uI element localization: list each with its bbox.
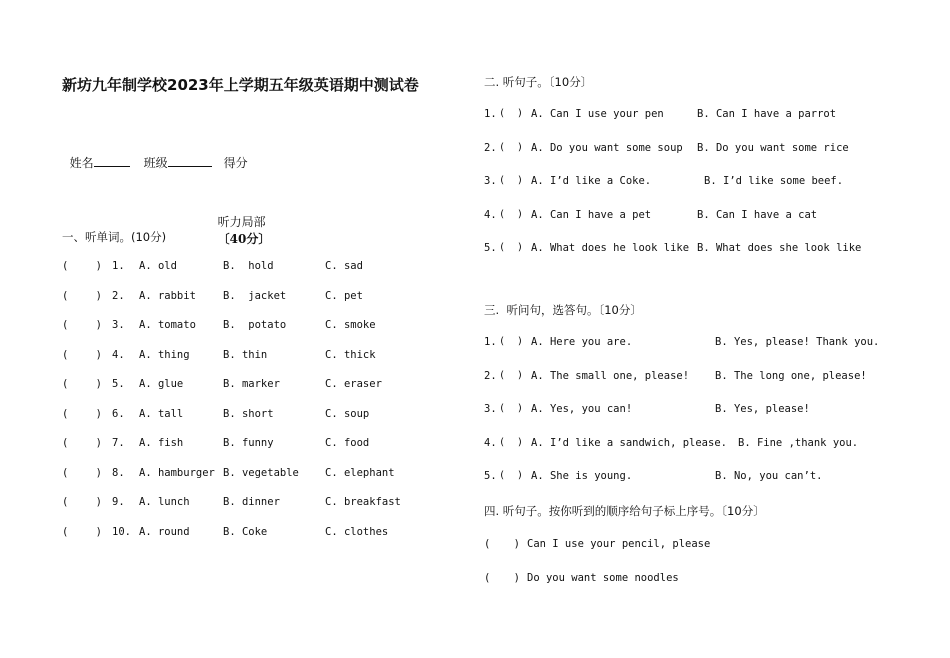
option-c: C. thick [325,348,376,361]
order-bracket[interactable]: ( ) [484,571,520,584]
answer-bracket[interactable]: ( ) [62,407,102,420]
answer-bracket[interactable]: ( ) [499,369,523,381]
option-b: B. marker [223,378,280,390]
item-number: 5. [112,378,125,390]
answer-bracket[interactable]: ( ) [499,175,523,186]
answer-bracket[interactable]: ( ) [499,141,523,153]
name-field [62,140,130,171]
item-number: 3. [484,403,497,415]
answer-bracket[interactable]: ( ) [499,242,523,253]
option-c: C. soup [325,407,370,420]
answer-bracket[interactable]: ( ) [62,525,102,538]
section2-heading: 二. 听句子。〔10分〕 [484,75,593,89]
option-a: A. She is young. [531,470,633,482]
option-c: C. smoke [325,319,376,331]
answer-bracket[interactable]: ( ) [62,289,102,302]
answer-bracket[interactable]: ( ) [62,496,102,508]
option-a: A. tomato [139,319,196,331]
option-a: A. tall [139,407,184,420]
order-bracket[interactable]: ( ) [484,538,520,550]
option-b: B. Yes, please! Thank you. [715,336,880,348]
class-label: 班级 [143,156,168,170]
option-a: A. Yes, you can! [531,403,633,415]
answer-bracket[interactable]: ( ) [499,208,523,220]
item-number: 1. [484,108,497,120]
answer-bracket[interactable]: ( ) [62,378,102,390]
class-field [136,140,212,171]
section3-heading: 三. 听问句，选答句。〔10分〕 [484,303,642,317]
option-a: A. old [139,260,177,272]
answer-bracket[interactable]: ( ) [499,403,523,414]
option-b: B. jacket [223,289,287,302]
answer-bracket[interactable]: ( ) [499,470,523,481]
option-b: B. Can I have a parrot [697,108,837,120]
option-b: B. vegetable [223,466,299,479]
page-title: 新坊九年制学校2023年上学期五年级英语期中测试卷 [62,76,419,94]
answer-bracket[interactable]: ( ) [62,319,102,331]
option-b: B. I’d like some beef. [704,175,844,187]
option-b: B. funny [223,437,274,449]
option-c: C. food [325,437,370,449]
sentence: Can I use your pencil, please [527,538,711,550]
item-number: 3. [112,319,125,331]
answer-bracket[interactable]: ( ) [62,260,102,272]
item-number: 4. [112,348,125,361]
score-label: 得分 [223,156,248,170]
answer-bracket[interactable]: ( ) [499,436,523,448]
option-b: B. Do you want some rice [697,141,849,154]
item-number: 4. [484,208,497,221]
listening-points: 〔40分〕 [217,232,271,246]
answer-bracket[interactable]: ( ) [62,348,102,361]
item-number: 2. [484,369,497,382]
option-c: C. elephant [325,466,395,479]
option-c: C. clothes [325,525,389,538]
option-b: B. What does she look like [697,242,862,254]
option-a: A. lunch [139,496,190,508]
item-number: 4. [484,436,497,449]
item-number: 1. [484,336,497,348]
class-blank[interactable] [168,155,212,167]
item-number: 5. [484,470,497,482]
option-a: A. Can I use your pen [531,108,664,120]
listening-header [210,199,270,247]
option-a: A. rabbit [139,289,196,302]
option-a: A. What does he look like [531,242,690,254]
option-b: B. No, you can’t. [715,470,823,482]
option-c: C. breakfast [325,496,401,508]
option-b: B. dinner [223,496,280,508]
item-number: 6. [112,407,125,420]
answer-bracket[interactable]: ( ) [62,437,102,449]
option-a: A. Do you want some soup [531,141,683,154]
option-b: B. short [223,407,274,420]
answer-bracket[interactable]: ( ) [499,108,523,119]
item-number: 9. [112,496,125,508]
item-number: 5. [484,242,497,254]
section4-heading: 四. 听句子。按你听到的顺序给句子标上序号。〔10分〕 [484,504,765,518]
option-a: A. Here you are. [531,336,633,348]
option-a: A. round [139,525,190,538]
option-b: B. potato [223,319,287,331]
sentence: Do you want some noodles [527,571,679,584]
option-b: B. Fine ,thank you. [738,436,859,449]
option-c: C. pet [325,289,363,302]
option-b: B. hold [223,260,274,272]
option-a: A. I’d like a Coke. [531,175,652,187]
option-b: B. The long one, please! [715,369,867,382]
item-number: 8. [112,466,125,479]
section1-heading: 一、听单词。(10分) [62,230,167,244]
option-a: A. fish [139,437,184,449]
option-a: A. I’d like a sandwich, please. [531,436,727,449]
name-label: 姓名 [69,156,94,170]
option-c: C. sad [325,260,363,272]
option-a: A. The small one, please! [531,369,690,382]
option-a: A. hamburger [139,466,215,479]
listening-label: 听力局部 [217,215,266,229]
item-number: 10. [112,525,131,538]
option-a: A. glue [139,378,184,390]
score-field [216,140,248,171]
option-c: C. eraser [325,378,382,390]
item-number: 3. [484,175,497,187]
item-number: 2. [112,289,125,302]
option-b: B. thin [223,348,268,361]
answer-bracket[interactable]: ( ) [62,466,102,479]
option-b: B. Coke [223,525,268,538]
option-b: B. Yes, please! [715,403,810,415]
item-number: 7. [112,437,125,449]
option-a: A. Can I have a pet [531,208,652,221]
answer-bracket[interactable]: ( ) [499,336,523,347]
item-number: 2. [484,141,497,154]
option-a: A. thing [139,348,190,361]
item-number: 1. [112,260,125,272]
name-blank[interactable] [94,155,130,167]
option-b: B. Can I have a cat [697,208,818,221]
